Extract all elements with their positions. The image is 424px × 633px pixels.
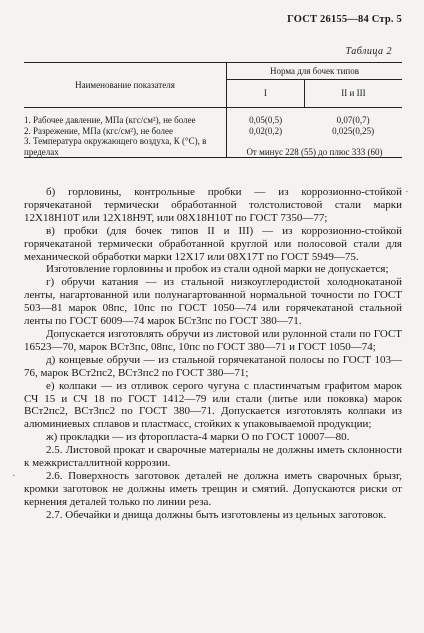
paragraph: 2.7. Обечайки и днища должны быть изготовлены из цельных заготовок. bbox=[46, 508, 387, 521]
row-name: 2. Разрежение, МПа (кгс/см²), не более bbox=[24, 126, 227, 137]
row-value-type23: 0,025(0,25) bbox=[332, 125, 375, 136]
paragraph: Изготовление горловины и пробок из стали одной марки не допускается; bbox=[46, 263, 389, 276]
paragraph: б) горловины, контрольные пробки — из коррозионно-стойкой горячекатаной термически обработанной толстолистовой стали марки 12Х18Н10Т или 12Х18Н9Т, или 08Х18Н10Т по ГОСТ 7350—77; bbox=[24, 186, 402, 224]
paragraph: 2.6. Поверхность заготовок деталей не должна иметь сварочных брызг, кромки заготовок не должны иметь трещин и смятий. Допускаются риски от кернения деталей только по линии реза. bbox=[24, 469, 402, 508]
paragraph: ж) прокладки — из фторопласта-4 марки О по ГОСТ 10007—80. bbox=[46, 431, 350, 444]
column-header-norm: Норма для бочек типов bbox=[227, 63, 403, 80]
row-name: 1. Рабочее давление, МПа (кгс/см²), не более bbox=[24, 108, 227, 126]
paragraph: в) пробки (для бочек типов II и III) — из коррозионно-стойкой горячекатаной термически обработанной круглой или полосовой стали для механической обработки марки 12Х17 или 08Х17Т по ГОСТ 5949—75. bbox=[24, 224, 402, 263]
table-caption: Таблица 2 bbox=[345, 46, 392, 57]
row-value-type23: 0,07(0,7) bbox=[336, 115, 370, 125]
column-header-type1: I bbox=[227, 80, 305, 108]
row-value-type1: 0,05(0,5) bbox=[249, 115, 283, 125]
row-value-type1: 0,02(0,2) bbox=[249, 125, 283, 136]
paragraph: Допускается изготовлять обручи из листовой или рулонной стали по ГОСТ 16523—70, марок ВСт3пс, 08пс, 10пс по ГОСТ 380—71 и ГОСТ 1050—74; bbox=[24, 327, 402, 353]
margin-mark: · bbox=[405, 186, 409, 198]
table-row bbox=[24, 108, 402, 126]
row-value-range: От минус 228 (55) до плюс 333 (60) bbox=[227, 136, 403, 158]
table-row bbox=[24, 126, 402, 137]
paragraph: г) обручи катания — из стальной низкоуглеродистой холоднокатаной ленты, нагартованной или полунагартованной нормальной точности по ГОСТ 503—81 марок 08пс, 10пс по ГОСТ 1050—74 или горячекатаной стальной ленты по ГОСТ 6009—74 марок БСт3пс по ГОСТ 380—71. bbox=[24, 276, 402, 328]
body-text bbox=[24, 186, 402, 522]
row-name: 3. Температура окружающего воздуха, К (°С), в пределах bbox=[24, 136, 227, 158]
paragraph: е) колпаки — из отливок серого чугуна с пластинчатым графитом марок СЧ 15 и СЧ 18 по ГОСТ 1412—79 или стали (литье или поковка) марок ВСт2пс2, ВСт3пс2 по ГОСТ 380—71. Допускается изготовлять колпаки из алюминиевых сплавов и пластмасс, стойких к упаковываемой продукции; bbox=[24, 379, 402, 431]
table-row bbox=[24, 136, 402, 158]
norms-table bbox=[24, 62, 402, 158]
page-header: ГОСТ 26155—84 Стр. 5 bbox=[287, 14, 402, 25]
paragraph: д) концевые обручи — из стальной горячекатаной полосы по ГОСТ 103—76, марок ВСт2пс2, ВСт3пс2 по ГОСТ 380—71; bbox=[24, 353, 402, 379]
column-header-name: Наименование показателя bbox=[24, 63, 227, 108]
margin-mark: · bbox=[12, 470, 16, 482]
column-header-type23: II и III bbox=[304, 80, 402, 108]
paragraph: 2.5. Листовой прокат и сварочные материалы не должны иметь склонности к межкристаллитной коррозии. bbox=[24, 444, 402, 470]
